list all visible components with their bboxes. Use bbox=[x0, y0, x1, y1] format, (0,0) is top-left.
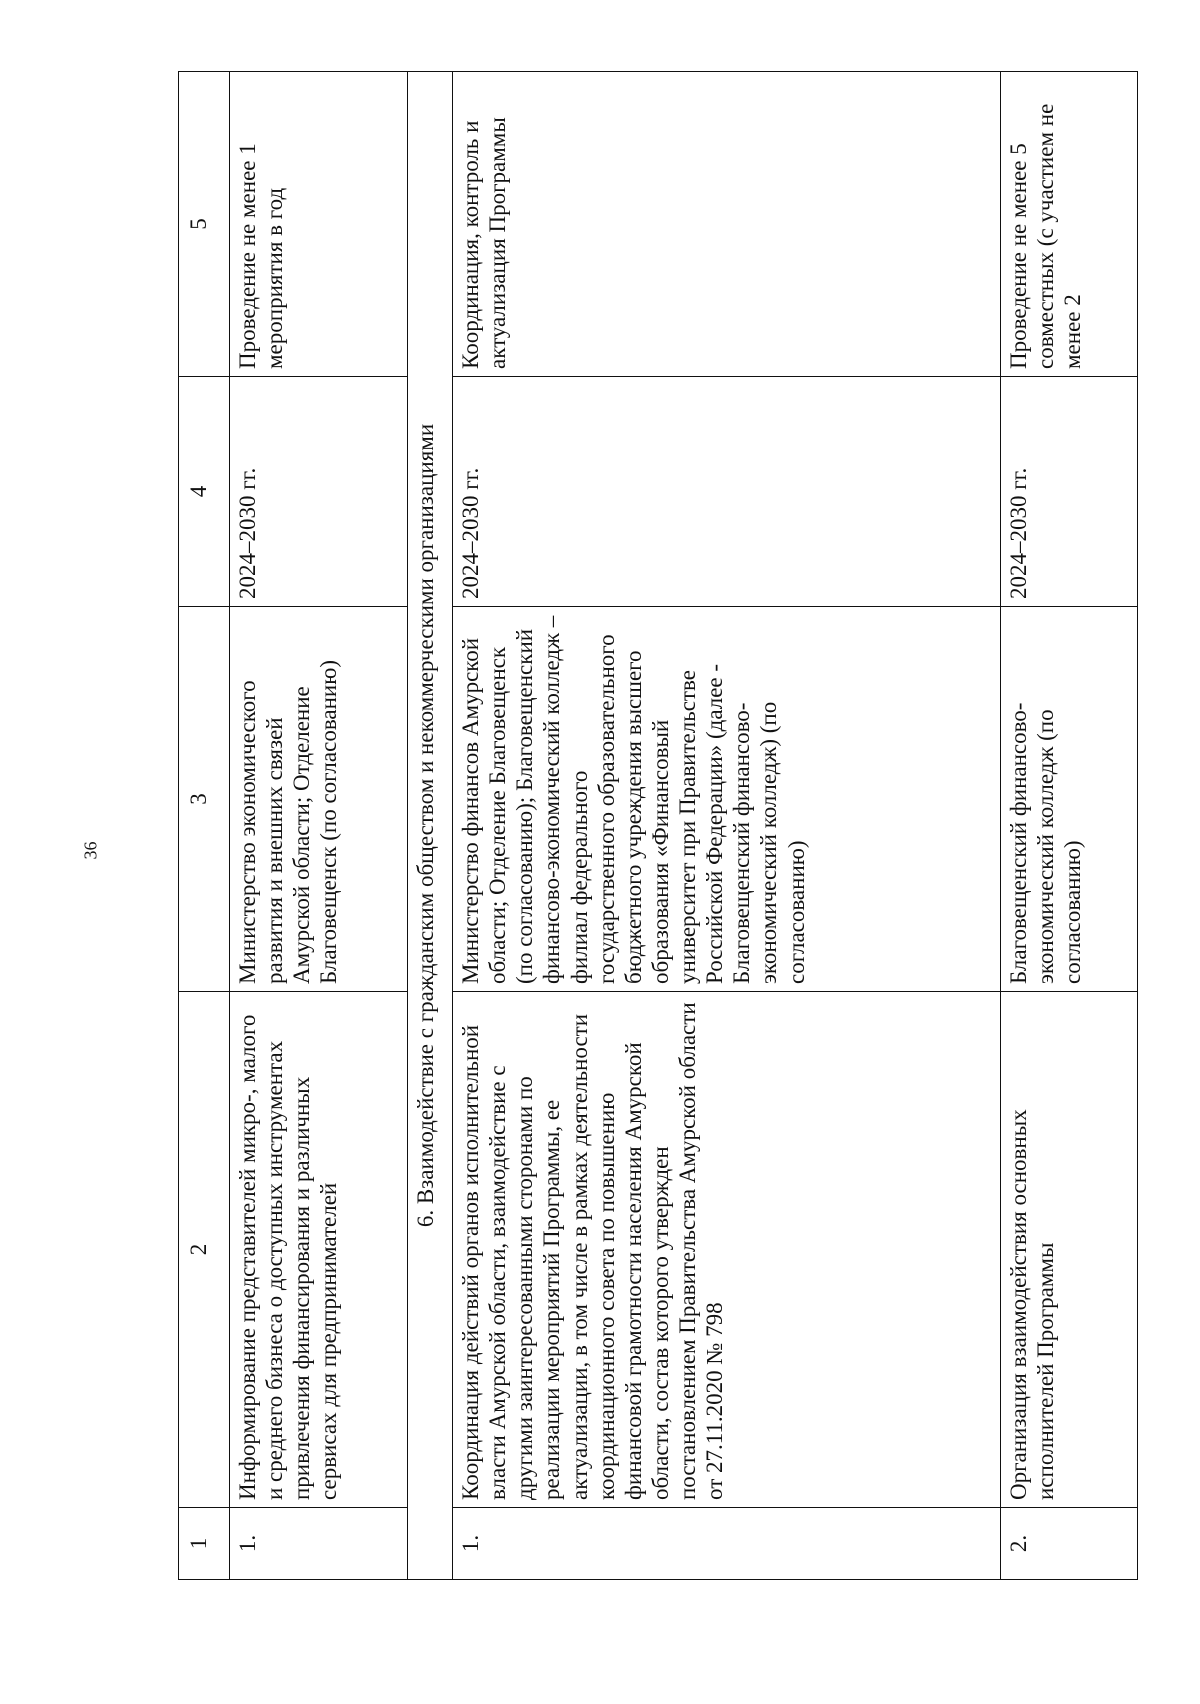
event-cell: Координация действий органов исполнительной власти Амурской области, взаимодействие с другими заинтересованными сторонами по реализации мероприятий Программы, ее актуализации, в том числе в рамках деятельности координационного совета по повышению финансовой грамотности населения Амурской области, состав которого утвержден постановлением Правительства Амурской области от 27.11.2020 № 798 bbox=[453, 992, 1001, 1508]
rotated-table-container bbox=[178, 72, 1138, 1580]
table-row bbox=[453, 72, 1001, 1580]
header-cell: 3 bbox=[179, 607, 230, 992]
row-number: 1. bbox=[230, 1508, 408, 1580]
result-cell: Проведение не менее 1 мероприятия в год bbox=[230, 72, 408, 377]
table-row bbox=[230, 72, 408, 1580]
executors-cell: Министерство финансов Амурской области; Отделение Благовещенск (по согласованию); Благовещенский финансово-экономический колледж – филиал федерального государственного образовательного бюджетного учреждения высшего образования «Финансовый университет при Правительстве Российской Федерации» (далее - Благовещенский финансово-экономический колледж) (по согласованию) bbox=[453, 607, 1001, 992]
section-row bbox=[408, 72, 453, 1580]
table-header-row bbox=[179, 72, 230, 1580]
page-number: 36 bbox=[80, 841, 101, 860]
event-cell: Информирование представителей микро-, малого и среднего бизнеса о доступных инструментах привлечения финансирования и различных сервисах для предпринимателей bbox=[230, 992, 408, 1508]
header-cell: 5 bbox=[179, 72, 230, 377]
period-cell: 2024–2030 гг. bbox=[1001, 377, 1138, 607]
events-table bbox=[178, 71, 1138, 1580]
header-cell: 2 bbox=[179, 992, 230, 1508]
period-cell: 2024–2030 гг. bbox=[453, 377, 1001, 607]
executors-cell: Благовещенский финансово-экономический колледж (по согласованию) bbox=[1001, 607, 1138, 992]
section-title: 6. Взаимодействие с гражданским обществом и некоммерческими организациями bbox=[408, 72, 453, 1580]
period-cell: 2024–2030 гг. bbox=[230, 377, 408, 607]
result-cell: Координация, контроль и актуализация Программы bbox=[453, 72, 1001, 377]
row-number: 1. bbox=[453, 1508, 1001, 1580]
result-cell: Проведение не менее 5 совместных (с участием не менее 2 bbox=[1001, 72, 1138, 377]
row-number: 2. bbox=[1001, 1508, 1138, 1580]
header-cell: 1 bbox=[179, 1508, 230, 1580]
table-row bbox=[1001, 72, 1138, 1580]
event-cell: Организация взаимодействия основных исполнителей Программы bbox=[1001, 992, 1138, 1508]
header-cell: 4 bbox=[179, 377, 230, 607]
executors-cell: Министерство экономического развития и внешних связей Амурской области; Отделение Благовещенск (по согласованию) bbox=[230, 607, 408, 992]
